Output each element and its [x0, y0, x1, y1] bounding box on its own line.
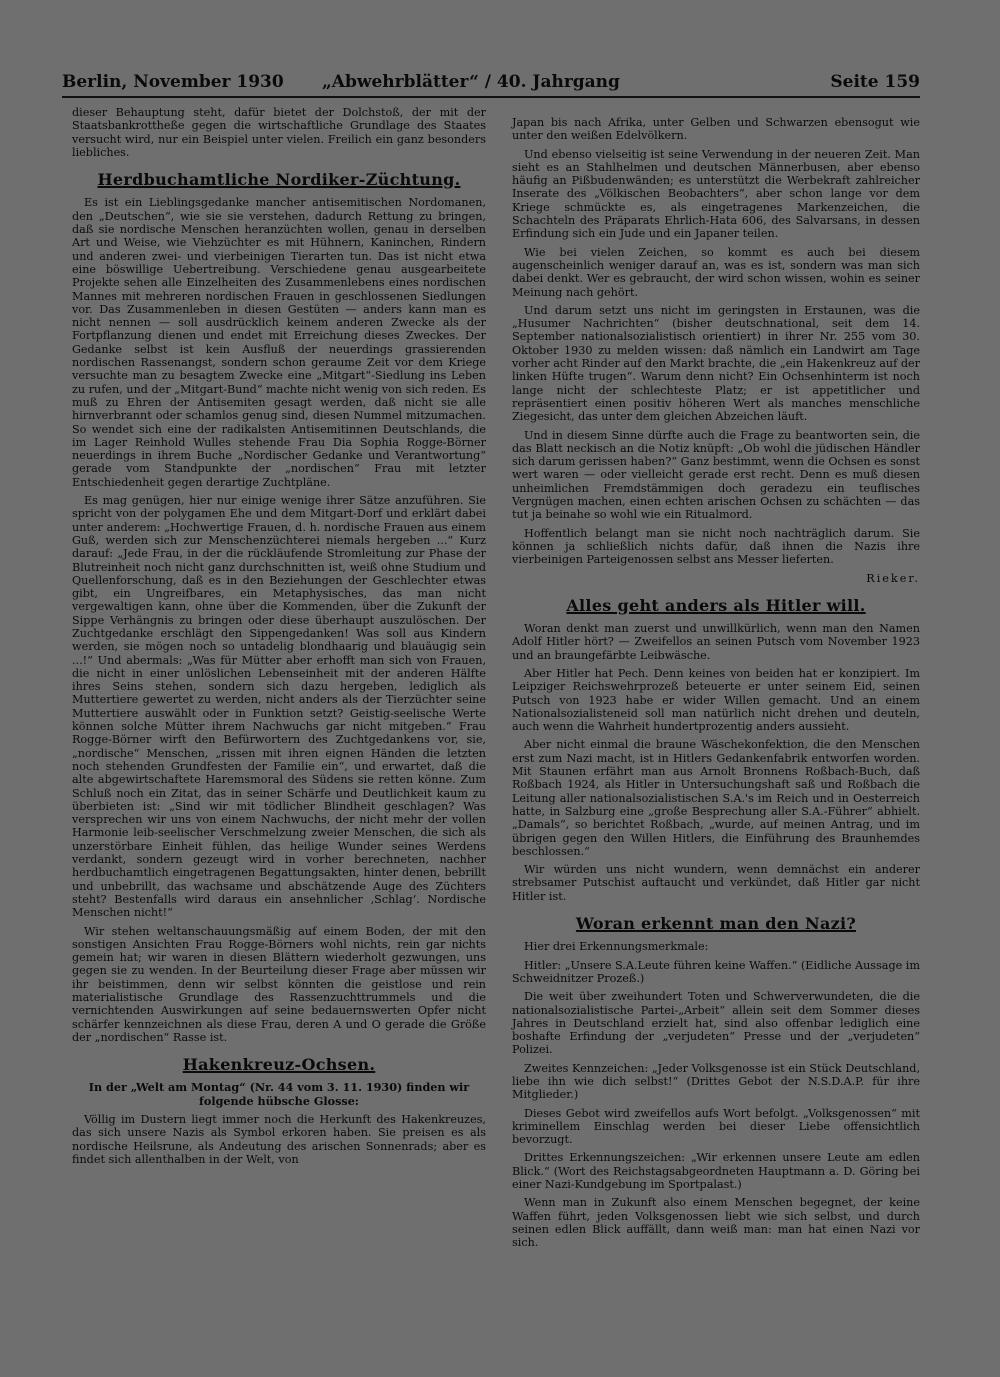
paragraph: Und ebenso vielseitig ist seine Verwendung in der neueren Zeit. Man sieht es an Stahlhelmen und deutschen Männerbusen, aber ebenso häufig an Pißbudenwänden; es unterstützt die Werbekraft zahlreicher Inserate des „Völkischen Beobachters“, aber schon lange vor dem Kriege schmückte es, als eingetragenes Markenzeichen, die Schachteln des Präparats Ehrlich-Hata 606, des Salvarsans, in dessen Erfindung sich ein Jude und ein Japaner teilen.: [512, 147, 920, 241]
paragraph: Drittes Erkennungszeichen: „Wir erkennen unsere Leute am edlen Blick.“ (Wort des Reichstagsabgeordneten Hauptmann a. D. Göring bei einer Nazi-Kundgebung im Sportpalast.): [512, 1151, 920, 1192]
paragraph: Wie bei vielen Zeichen, so kommt es auch bei diesem augenscheinlich weniger darauf an, was es ist, sondern was man sich dabei denkt. Wer es gebraucht, der wird schon wissen, wohin es seiner Meinung nach gehört.: [512, 245, 920, 299]
paragraph: Hoffentlich belangt man sie nicht noch nachträglich darum. Sie können ja schließlich nichts dafür, daß ihnen die Nazis ihre vierbeinigen Parteigenossen selbst ans Messer lieferten.: [512, 526, 920, 567]
paragraph: Wenn man in Zukunft also einem Menschen begegnet, der keine Waffen führt, jeden Volksgenossen liebt wie sich selbst, und durch seinen edlen Blick auffällt, dann weiß man: man hat einen Nazi vor sich.: [512, 1196, 920, 1250]
intro-paragraph: dieser Behauptung steht, dafür bietet der Dolchstoß, der mit der Staatsbankrottheße gegen die wirtschaftliche Grundlage des Staates versucht wird, nur ein Beispiel unter vielen. Freilich ein ganz besonders liebliches.: [72, 106, 486, 159]
paragraph: Die weit über zweihundert Toten und Schwerverwundeten, die die nationalsozialistische Partei-„Arbeit“ allein seit dem Sommer dieses Jahres in Deutschland erzielt hat, sind also offenbar lediglich eine boshafte Erfindung der „verjudeten“ Presse und der „verjudeten“ Polizei.: [512, 990, 920, 1057]
paragraph: Aber nicht einmal die braune Wäschekonfektion, die den Menschen erst zum Nazi macht, ist in Hitlers Gedankenfabrik entworfen worden. Mit Staunen erfährt man aus Arnolt Bronnens Roßbach-Buch, daß Roßbach 1924, als Hitler in Untersuchungshaft saß und Roßbach die Leitung aller nationalsozialistischen S.A.'s im Reich und in Oesterreich hatte, in Salzburg eine „große Besprechung aller S.A.-Führer“ abhielt. „Damals“, so berichtet Roßbach, „wurde, auf meinen Antrag, und im übrigen gegen den Willen Hitlers, die Einführung des Braunhemdes beschlossen.“: [512, 738, 920, 858]
paragraph: Hier drei Erkennungsmerkmale:: [524, 940, 709, 954]
header-place-date: Berlin, November 1930: [62, 72, 284, 92]
paragraph: Es ist ein Lieblingsgedanke mancher antisemitischen Nordomanen, den „Deutschen“, wie sie sie verstehen, dadurch Rettung zu bringen, daß sie nordische Menschen heranzüchten wollen, genau in derselben Art und Weise, wie Viehzüchter es mit Hühnern, Kaninchen, Rindern und anderen zwei- und vierbeinigen Tierarten tun. Das ist nicht etwa eine böswillige Uebertreibung. Verschiedene genau ausgearbeitete Projekte sehen alle Einzelheiten des Zusammenlebens eines nordischen Mannes mit mehreren nordischen Frauen in geschlossenen Siedlungen vor. Das Zusammenleben in diesen Gestüten — anders kann man es nicht nennen — soll ausdrücklich keinem anderen Zwecke als der Fortpflanzung dienen und endet mit Erreichung dieses Zweckes. Der Gedanke selbst ist kein Ausfluß der neuerdings grassierenden nordischen Rassenangst, sondern schon geraume Zeit vor dem Kriege versuchte man zu besagtem Zwecke eine „Mitgart“-Siedlung ins Leben zu rufen, und der „Mitgart-Bund“ machte nicht wenig von sich reden. Es muß zu Ehren der Antisemiten gesagt werden, daß nicht sie alle hirnverbrannt oder schamlos genug sind, diesen Nummel mitzumachen. So wendet sich eine der radikalsten Antisemitinnen Deutschlands, die im Lager Reinhold Wulles stehende Frau Dia Sophia Rogge-Börner neuerdings in ihrem Buche „Nordischer Gedanke und Verantwortung“ gerade vom Standpunkte der „nordischen“ Frau mit letzter Entschiedenheit gegen derartige Zuchtpläne.: [72, 196, 486, 489]
paragraph: Hitler: „Unsere S.A.Leute führen keine Waffen.“ (Eidliche Aussage im Schweidnitzer Prozeß.): [512, 958, 920, 985]
paragraph: Völlig im Dustern liegt immer noch die Herkunft des Hakenkreuzes, das sich unsere Nazis als Symbol erkoren haben. Sie preisen es als nordische Heilsrune, als Andeutung des arischen Sonnenrads; aber es findet sich allenthalben in der Welt, von: [72, 1113, 486, 1166]
right-column: [512, 116, 920, 1255]
header-page-number: Seite 159: [830, 72, 920, 92]
paragraph: Es mag genügen, hier nur einige wenige ihrer Sätze anzuführen. Sie spricht von der polygamen Ehe und dem Mitgart-Dorf und erklärt dabei unter anderem: „Hochwertige Frauen, d. h. nordische Frauen aus einem Guß, werden sich zur Menschenzüchterei niemals hergeben ...“ Kurz darauf: „Jede Frau, in der die rückläufende Stromleitung zur Phase der Blutreinheit noch nicht ganz durchschnitten ist, weiß ohne Studium und Quellenforschung, daß es in den Beziehungen der Geschlechter etwas gibt, ein Ungreifbares, ein Metaphysisches, das man nicht vergewaltigen kann, ohne über die Kommenden, über die Zukunft der Sippe Verhängnis zu bringen oder diese überhaupt auszulöschen. Der Zuchtgedanke erschlägt den Sippengedanken! Was soll aus Kindern werden, sie mögen noch so untadelig blondhaarig und blauäugig sein ...!“ Und abermals: „Was für Mütter aber erhofft man sich von Frauen, die nicht in einer unlöslichen Lebenseinheit mit der anderen Hälfte ihres Seins stehen, sondern sich dazu hergeben, lediglich als Muttertiere gewertet zu werden, nicht anders als der Tierzüchter seine Muttertiere auswählt oder in Funktion setzt? Geistig-seelische Werte können solche Mütter ihrem Nachwuchs gar nicht mitgeben.“ Frau Rogge-Börner wirft den Befürwortern des Zuchtgedankens vor, sie, „nordische“ Menschen, „rissen mit ihren eignen Händen die letzten noch stehenden Grundfesten der Familie ein“, und erwartet, daß die alte abgewirtschaftete Haremsmoral des Südens sie retten könne. Zum Schluß noch ein Zitat, das in seiner Schärfe und Deutlichkeit kaum zu überbieten ist: „Sind wir mit tödlicher Blindheit geschlagen? Was versprechen wir uns von einem Nachwuchs, der nicht mehr der vollen Harmonie leib-seelischer Verschmelzung zweier Menschen, die sich als unzerstörbare Einheit fühlen, das heilige Wunder seines Werdens verdankt, sondern gezeugt wird in vorher berechneten, nachher herdbuchamtlich eingetragenen Begattungsakten, hinter denen, bebrillt und unbebrillt, das wachsame und abschätzende Auge des Züchters steht? Bestenfalls wird daraus ein ansehnlicher ‚Schlag‘. Nordische Menschen nicht!“: [72, 494, 486, 920]
article-heading-nordiker: Herdbuchamtliche Nordiker-Züchtung.: [97, 170, 461, 190]
article-heading-nazi: Woran erkennt man den Nazi?: [575, 914, 857, 934]
page-header: [62, 72, 920, 98]
article-heading-hakenkreuz-ochsen: Hakenkreuz-Ochsen.: [182, 1055, 376, 1075]
header-rule: [62, 96, 920, 98]
paragraph: Und in diesem Sinne dürfte auch die Frage zu beantworten sein, die das Blatt neckisch an die Notiz knüpft: „Ob wohl die jüdischen Händler sich darum gerissen haben?“ Ganz bestimmt, wenn die Ochsen es sonst wert waren — oder vielleicht gerade erst recht. Denn es muß diesen unheimlichen Fremdstämmigen doch geradezu ein teuflisches Vergnügen machen, einen echten arischen Ochsen zu schächten — das tut ja beinahe so wohl wie ein Ritualmord.: [512, 428, 920, 522]
paragraph: Woran denkt man zuerst und unwillkürlich, wenn man den Namen Adolf Hitler hört? — Zweifellos an seinen Putsch vom November 1923 und an braungefärbte Leibwäsche.: [512, 622, 920, 662]
paragraph: Wir würden uns nicht wundern, wenn demnächst ein anderer strebsamer Putschist auftaucht und verkündet, daß Hitler gar nicht Hitler ist.: [512, 863, 920, 903]
paragraph: Zweites Kennzeichen: „Jeder Volksgenosse ist ein Stück Deutschland, liebe ihn wie dich selbst!“ (Drittes Gebot der N.S.D.A.P. für ihre Mitglieder.): [512, 1061, 920, 1102]
author-signature: Rieker.: [866, 571, 920, 585]
paragraph: Aber Hitler hat Pech. Denn keines von beiden hat er konzipiert. Im Leipziger Reichswehrprozeß beteuerte er unter seinem Eid, seinen Putsch von 1923 habe er wider Willen gemacht. Und an einem Nationalsozialisteneid soll man natürlich nicht drehen und deuteln, auch wenn die Wahrheit hundertprozentig anders aussieht.: [512, 666, 920, 734]
article-heading-hitler: Alles geht anders als Hitler will.: [566, 595, 866, 615]
paragraph: Dieses Gebot wird zweifellos aufs Wort befolgt. „Volksgenossen“ mit kriminellem Einschlag werden bei dieser Liebe offensichtlich bevorzugt.: [512, 1106, 920, 1147]
article-subheading: In der „Welt am Montag“ (Nr. 44 vom 3. 11. 1930) finden wir folgende hübsche Glosse:: [88, 1080, 470, 1108]
paragraph: Wir stehen weltanschauungsmäßig auf einem Boden, der mit den sonstigen Ansichten Frau Rogge-Börners wohl nichts, rein gar nichts gemein hat; wir waren in diesen Blättern wiederholt gezwungen, uns gegen sie zu wenden. In der Beurteilung dieser Frage aber müssen wir ihr beistimmen, denn wir selbst könnten die geistlose und rein materialistische Grundlage des Rassenzuchttrummels und die vernichtenden Auswirkungen auf seine bedauernswerten Opfer nicht schärfer kennzeichnen als diese Frau, deren A und O gerade die Größe der „nordischen“ Rasse ist.: [72, 924, 486, 1044]
header-journal: „Abwehrblätter“ / 40. Jahrgang: [322, 72, 620, 92]
left-column: [72, 106, 486, 1171]
paragraph: Japan bis nach Afrika, unter Gelben und Schwarzen ebensogut wie unter den weißen Edelvölkern.: [512, 116, 920, 143]
paragraph: Und darum setzt uns nicht im geringsten in Erstaunen, was die „Husumer Nachrichten“ (bisher deutschnational, seit dem 14. September nationalsozialistisch orientiert) in ihrer Nr. 255 vom 30. Oktober 1930 zu melden wissen: daß nämlich ein Landwirt am Tage vorher acht Rinder auf den Markt brachte, die „ein Hakenkreuz auf der linken Hüfte trugen“. Warum denn nicht? Ein Ochsenhinterm ist noch lange nicht der schlechteste Platz; er ist appetitlicher und repräsentiert einen positiv höheren Wert als manches menschliche Ziegesicht, das unter dem gleichen Abzeichen läuft.: [512, 303, 920, 424]
